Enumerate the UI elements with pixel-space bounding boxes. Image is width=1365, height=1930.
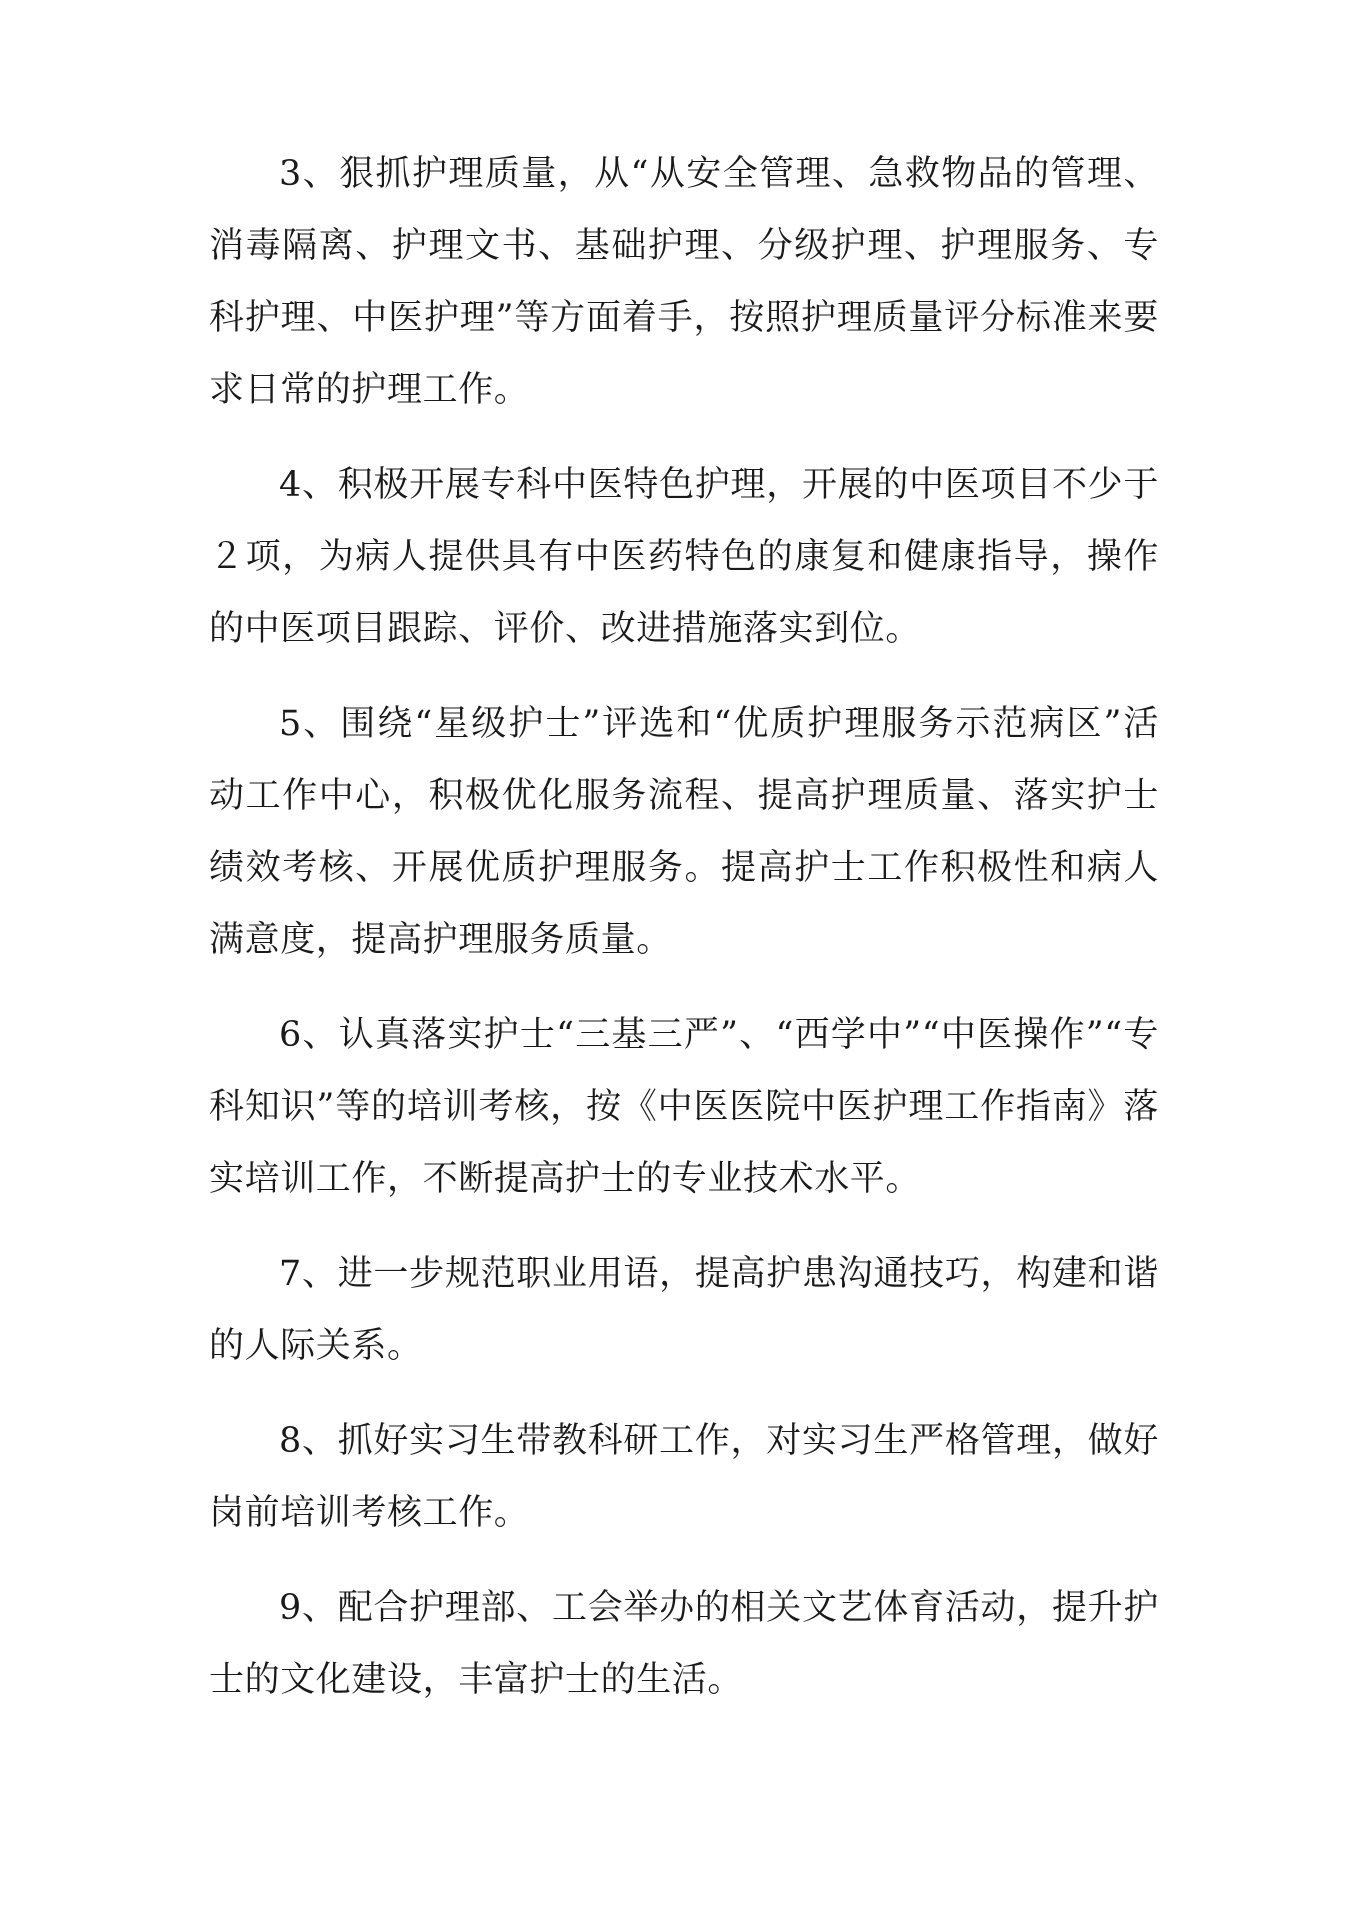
paragraph-item-6: 6、认真落实护士“三基三严”、“西学中”“中医操作”“专科知识”等的培训考核，按《中医医院中医护理工作指南》落实培训工作，不断提高护士的专业技术水平。	[209, 1015, 1159, 1199]
paragraph-item-5: 5、围绕“星级护士”评选和“优质护理服务示范病区”活动工作中心，积极优化服务流程、提高护理质量、落实护士绩效考核、开展优质护理服务。提高护士工作积极性和病人满意度，提高护理服务质量。	[209, 704, 1159, 960]
paragraph-item-4: 4、积极开展专科中医特色护理，开展的中医项目不少于２项，为病人提供具有中医药特色的康复和健康指导，操作的中医项目跟踪、评价、改进措施落实到位。	[209, 465, 1159, 649]
paragraph-item-3: 3、狠抓护理质量，从“从安全管理、急救物品的管理、消毒隔离、护理文书、基础护理、分级护理、护理服务、专科护理、中医护理”等方面着手，按照护理质量评分标准来要求日常的护理工作。	[209, 154, 1159, 410]
paragraph-item-8: 8、抓好实习生带教科研工作，对实习生严格管理，做好岗前培训考核工作。	[209, 1421, 1159, 1533]
paragraph-item-7: 7、进一步规范职业用语，提高护患沟通技巧，构建和谐的人际关系。	[209, 1254, 1159, 1366]
document-body	[209, 138, 1159, 1739]
paragraph-item-9: 9、配合护理部、工会举办的相关文艺体育活动，提升护士的文化建设，丰富护士的生活。	[209, 1588, 1159, 1700]
